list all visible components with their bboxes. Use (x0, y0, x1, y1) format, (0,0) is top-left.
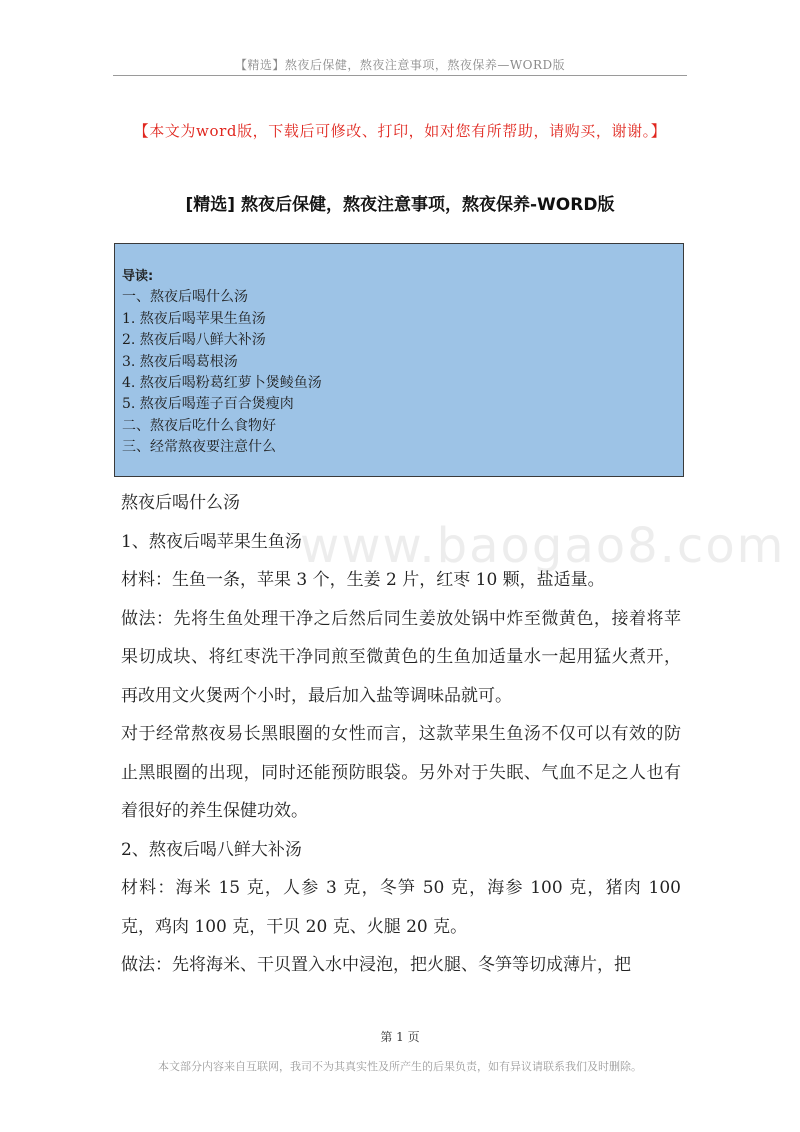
guide-box (114, 243, 684, 477)
guide-label: 导读: (122, 269, 154, 284)
method-paragraph: 做法：先将生鱼处理干净之后然后同生姜放处锅中炸至微黄色，接着将苹果切成块、将红枣洗干净同煎至微黄色的生鱼加适量水一起用猛火煮开，再改用文火煲两个小时，最后加入盐等调味品就可。 (121, 608, 681, 706)
benefit-paragraph: 对于经常熬夜易长黑眼圈的女性而言，这款苹果生鱼汤不仅可以有效的防止黑眼圈的出现，同时还能预防眼袋。另外对于失眠、气血不足之人也有着很好的养生保健功效。 (121, 724, 681, 821)
subsection-heading: 2、熬夜后喝八鲜大补汤 (121, 839, 302, 860)
guide-item: 三、经常熬夜要注意什么 (122, 439, 276, 456)
download-notice: 【本文为word版，下载后可修改、打印，如对您有所帮助，请购买，谢谢。】 (133, 122, 667, 140)
ingredients-paragraph: 材料：海米 15 克，人参 3 克，冬笋 50 克，海参 100 克，猪肉 100 克，鸡肉 100 克，干贝 20 克、火腿 20 克。 (121, 878, 681, 937)
document-title: [精选] 熬夜后保健，熬夜注意事项，熬夜保养-WORD版 (185, 195, 615, 215)
watermark: www.baogao8.com (300, 518, 786, 574)
guide-item: 1. 熬夜后喝苹果生鱼汤 (122, 310, 266, 327)
footer-disclaimer: 本文部分内容来自互联网，我司不为其真实性及所产生的后果负责，如有异议请联系我们及时删除。 (158, 1060, 642, 1073)
ingredients-paragraph: 材料：生鱼一条，苹果 3 个，生姜 2 片，红枣 10 颗，盐适量。 (121, 570, 605, 590)
guide-item: 4. 熬夜后喝粉葛红萝卜煲鲮鱼汤 (122, 375, 322, 392)
subsection-heading: 1、熬夜后喝苹果生鱼汤 (121, 531, 302, 552)
guide-item: 5. 熬夜后喝莲子百合煲瘦肉 (122, 396, 294, 413)
guide-item: 2. 熬夜后喝八鲜大补汤 (122, 332, 266, 349)
header-divider (113, 75, 687, 76)
running-header: 【精选】熬夜后保健，熬夜注意事项，熬夜保养—WORD版 (234, 58, 566, 72)
section-heading: 熬夜后喝什么汤 (121, 493, 240, 513)
guide-item: 一、熬夜后喝什么汤 (122, 289, 248, 306)
guide-item: 3. 熬夜后喝葛根汤 (122, 353, 238, 370)
method-paragraph: 做法：先将海米、干贝置入水中浸泡，把火腿、冬笋等切成薄片，把 (121, 955, 631, 975)
guide-list (122, 266, 322, 459)
body-content (121, 484, 681, 985)
guide-item: 二、熬夜后吃什么食物好 (122, 417, 276, 434)
page-number: 第 1 页 (380, 1030, 420, 1044)
